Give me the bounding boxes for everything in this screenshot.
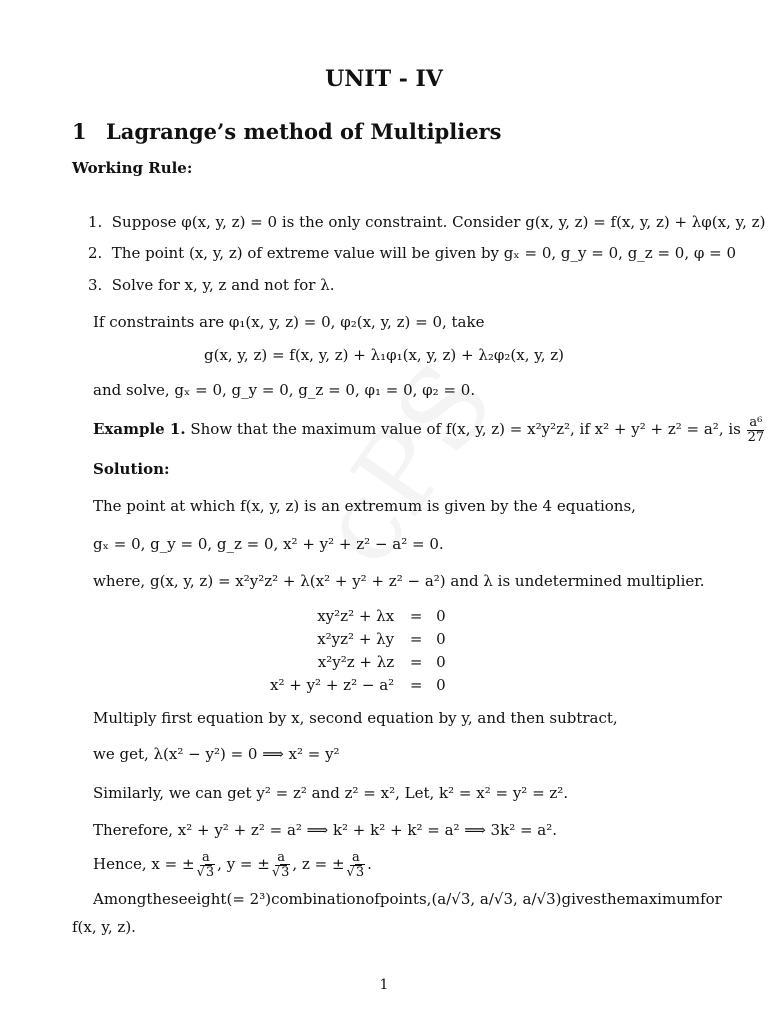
section-number: 1 — [72, 119, 87, 144]
rule-number: 2. — [88, 244, 103, 262]
equation-row — [270, 627, 446, 650]
fraction-denominator: √3 — [271, 864, 290, 880]
example-text: Show that the maximum value of f(x, y, z) = x²y²z², if x² + y² + z² = a², is — [190, 420, 741, 439]
solution-line-3: where, g(x, y, z) = x²y²z² + λ(x² + y² + z² − a²) and λ is undetermined multiplier. — [93, 572, 705, 590]
solution-hence — [93, 851, 372, 879]
equation-system — [270, 604, 446, 696]
equation-row — [270, 604, 446, 627]
equation-rhs: 0 — [436, 629, 446, 648]
unit-title: UNIT - IV — [325, 66, 443, 92]
rule-item-3 — [88, 276, 334, 294]
example-answer-fraction — [746, 416, 767, 444]
among-word: (a/√3, a/√3, a/√3) — [431, 890, 562, 908]
working-rule-label: Working Rule: — [72, 159, 193, 177]
equation-row — [270, 650, 446, 673]
rule-item-1 — [88, 213, 765, 231]
equation-lhs: xy²z² + λx — [317, 606, 395, 625]
sqrt-argument: 3 — [205, 864, 215, 880]
hence-y: , y = ± — [217, 855, 270, 874]
among-word: eight(= 2³) — [187, 890, 272, 908]
sqrt-argument: 3 — [281, 864, 290, 880]
equation-relation: = — [409, 652, 423, 671]
section-title: Lagrange’s method of Multipliers — [106, 119, 502, 144]
solution-line-4: Multiply first equation by x, second equation by y, and then subtract, — [93, 709, 618, 727]
equation-relation: = — [409, 629, 423, 648]
among-word: of — [365, 890, 380, 908]
rule-text: Suppose φ(x, y, z) = 0 is the only constraint. Consider g(x, y, z) = f(x, y, z) + λφ(x, y, z) — [111, 213, 766, 231]
fraction-denominator: 27 — [747, 429, 765, 445]
fraction-numerator: a — [277, 850, 286, 865]
fraction-numerator: a — [351, 850, 360, 865]
fraction-a-over-root3 — [345, 851, 368, 879]
multi-constraint-intro: If constraints are φ₁(x, y, z) = 0, φ₂(x, y, z) = 0, take — [93, 313, 485, 331]
solution-among-end: f(x, y, z). — [72, 918, 136, 936]
equation-rhs: 0 — [436, 652, 446, 671]
solution-line-1: The point at which f(x, y, z) is an extremum is given by the 4 equations, — [93, 497, 636, 515]
rule-number: 3. — [88, 276, 103, 294]
solution-line-7: Therefore, x² + y² + z² = a² ⟹ k² + k² + k² = a² ⟹ 3k² = a². — [93, 821, 558, 839]
fraction-denominator: √3 — [346, 864, 365, 880]
page-number: 1 — [379, 977, 389, 993]
rule-item-2 — [88, 244, 736, 262]
equation-lhs: x² + y² + z² − a² — [270, 675, 395, 694]
multi-constraint-solve: and solve, gₓ = 0, g_y = 0, g_z = 0, φ₁ = 0, φ₂ = 0. — [93, 381, 476, 399]
equation-rhs: 0 — [436, 675, 446, 694]
equation-lhs: x²yz² + λy — [317, 629, 395, 648]
among-word: the — [600, 890, 626, 908]
fraction-numerator: a — [201, 850, 210, 865]
among-word: combination — [271, 890, 366, 908]
solution-line-2: gₓ = 0, g_y = 0, g_z = 0, x² + y² + z² − a² = 0. — [93, 535, 444, 553]
section-heading — [72, 119, 501, 144]
fraction-denominator: √3 — [196, 864, 215, 880]
example-label: Example 1. — [93, 420, 186, 439]
rule-text: Solve for x, y, z and not for λ. — [111, 276, 335, 294]
solution-label: Solution: — [93, 460, 170, 478]
equation-relation: = — [409, 606, 423, 625]
rule-number: 1. — [88, 213, 103, 231]
equation-rhs: 0 — [436, 606, 446, 625]
fraction-numerator: a⁶ — [749, 415, 763, 430]
solution-line-5: we get, λ(x² − y²) = 0 ⟹ x² = y² — [93, 745, 340, 763]
example-statement — [93, 416, 766, 444]
sqrt-argument: 3 — [355, 864, 365, 880]
equation-row — [270, 673, 446, 696]
equation-lhs: x²y²z + λz — [317, 652, 395, 671]
solution-line-6: Similarly, we can get y² = z² and z² = x², Let, k² = x² = y² = z². — [93, 784, 569, 802]
hence-end: . — [367, 855, 372, 874]
multi-constraint-equation: g(x, y, z) = f(x, y, z) + λ₁φ₁(x, y, z) + λ₂φ₂(x, y, z) — [203, 346, 565, 364]
hence-z: , z = ± — [292, 855, 345, 874]
among-word: maximum — [625, 890, 701, 908]
fraction-a-over-root3 — [195, 851, 218, 879]
equation-relation: = — [409, 675, 423, 694]
among-word: these — [146, 890, 188, 908]
fraction-a-over-root3 — [270, 851, 293, 879]
among-word: Among — [93, 890, 147, 908]
solution-among-line — [93, 890, 722, 908]
among-word: points, — [379, 890, 432, 908]
among-word: for — [700, 890, 722, 908]
among-word: gives — [561, 890, 601, 908]
rule-text: The point (x, y, z) of extreme value will be given by gₓ = 0, g_y = 0, g_z = 0, φ = 0 — [111, 244, 737, 262]
hence-prefix: Hence, x = ± — [93, 855, 195, 874]
